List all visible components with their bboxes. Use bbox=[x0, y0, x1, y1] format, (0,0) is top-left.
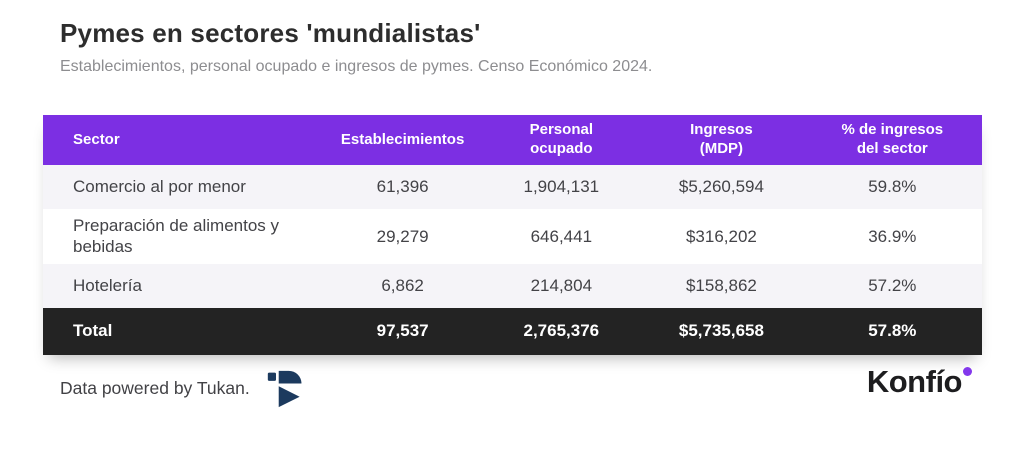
col-header-sector: Sector bbox=[43, 115, 323, 165]
table-row bbox=[43, 209, 982, 264]
cell-ingresos: $158,862 bbox=[685, 275, 757, 295]
data-table bbox=[43, 115, 982, 355]
col-header-establecimientos: Establecimientos bbox=[323, 115, 483, 165]
total-personal: 2,765,376 bbox=[482, 308, 640, 355]
header-line: Ingresos bbox=[690, 121, 753, 139]
header-line: Personal bbox=[529, 121, 593, 139]
table-body bbox=[43, 165, 982, 308]
col-header-pct-ingresos bbox=[803, 115, 982, 165]
konfio-logo bbox=[867, 364, 962, 400]
cell-pct: 59.8% bbox=[868, 177, 917, 197]
data-credit: Data powered by Tukan. bbox=[60, 378, 250, 398]
cell-sector: Hotelería bbox=[73, 275, 142, 295]
cell-pct: 36.9% bbox=[868, 226, 917, 246]
total-pct: 57.8% bbox=[803, 308, 982, 355]
cell-sector: Preparación de alimentos y bebidas bbox=[73, 216, 280, 257]
cell-personal: 1,904,131 bbox=[523, 177, 600, 197]
header-row bbox=[43, 115, 982, 165]
total-label: Total bbox=[43, 308, 323, 355]
cell-establecimientos: 29,279 bbox=[376, 226, 429, 246]
cell-ingresos: $316,202 bbox=[685, 226, 757, 246]
header-line: % de ingresos bbox=[841, 121, 944, 139]
table-row bbox=[43, 264, 982, 308]
table-row bbox=[43, 165, 982, 209]
total-establecimientos: 97,537 bbox=[323, 308, 483, 355]
total-ingresos: $5,735,658 bbox=[640, 308, 802, 355]
cell-ingresos: $5,260,594 bbox=[678, 177, 764, 197]
cell-establecimientos: 6,862 bbox=[381, 275, 424, 295]
page-subtitle: Establecimientos, personal ocupado e ingresos de pymes. Censo Económico 2024. bbox=[60, 58, 653, 75]
table-header bbox=[43, 115, 982, 165]
cell-establecimientos: 61,396 bbox=[376, 177, 429, 197]
konfio-wordmark: Konfío bbox=[866, 364, 962, 399]
header-line: ocupado bbox=[530, 140, 593, 157]
konfio-dot-icon bbox=[963, 367, 972, 376]
cell-personal: 214,804 bbox=[530, 275, 593, 295]
cell-personal: 646,441 bbox=[530, 226, 593, 246]
cell-sector: Comercio al por menor bbox=[73, 177, 246, 197]
header-line: (MDP) bbox=[699, 140, 744, 157]
tukan-logo-icon bbox=[266, 368, 306, 410]
page-title: Pymes en sectores 'mundialistas' bbox=[60, 18, 481, 48]
col-header-ingresos bbox=[640, 115, 802, 165]
header-line: del sector bbox=[856, 140, 928, 157]
table-footer bbox=[43, 308, 982, 355]
cell-pct: 57.2% bbox=[868, 275, 917, 295]
col-header-personal-ocupado bbox=[482, 115, 640, 165]
total-row bbox=[43, 308, 982, 355]
